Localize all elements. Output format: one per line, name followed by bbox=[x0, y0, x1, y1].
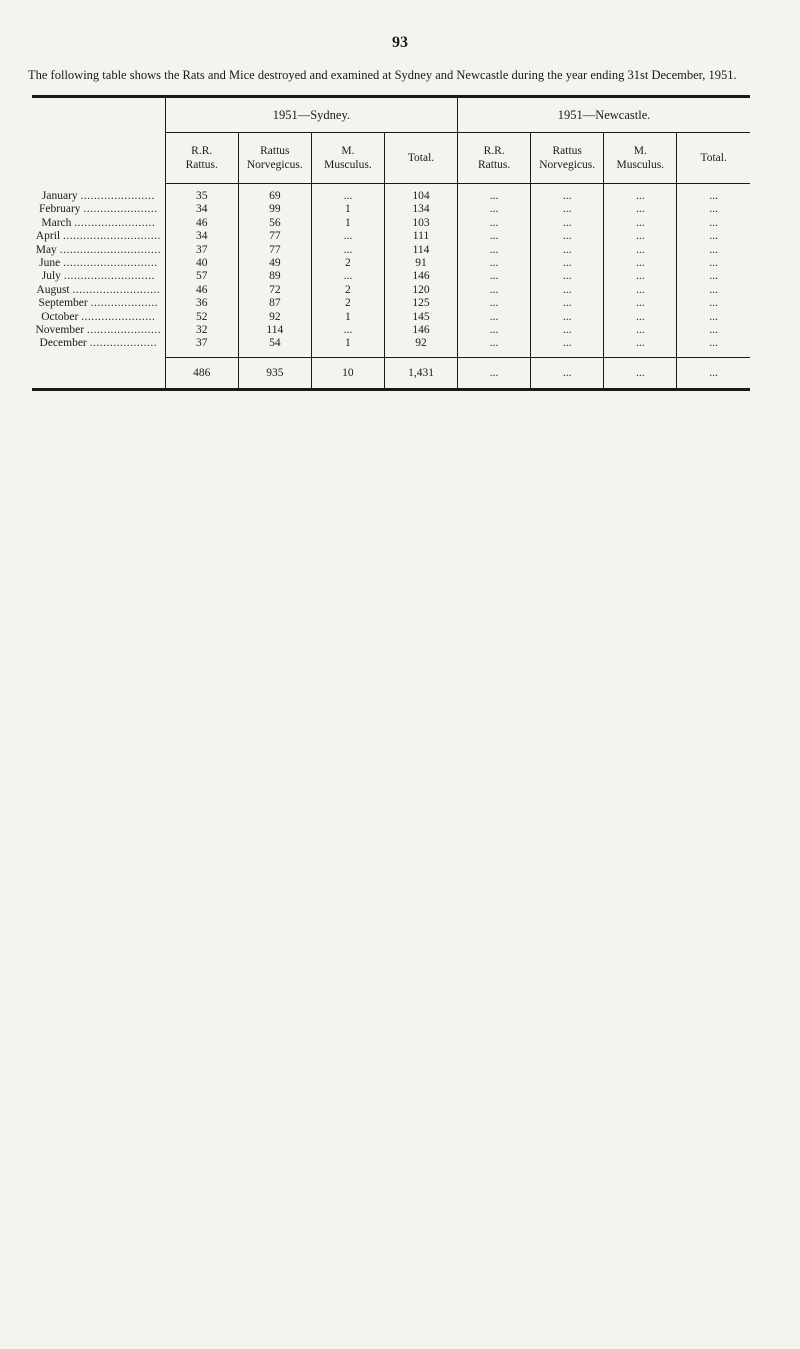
total-cell: ... bbox=[531, 357, 604, 388]
value-cell: 91 bbox=[384, 257, 457, 270]
month-label: December bbox=[39, 337, 87, 350]
month-label: February bbox=[39, 203, 81, 216]
table-row bbox=[32, 244, 750, 257]
value-cell: 37 bbox=[165, 244, 238, 257]
table-row bbox=[32, 324, 750, 337]
value-cell: ... bbox=[458, 337, 531, 350]
value-cell: ... bbox=[604, 203, 677, 216]
value-cell: ... bbox=[458, 311, 531, 324]
rat-mice-table-container bbox=[32, 95, 750, 391]
value-cell: 46 bbox=[165, 217, 238, 230]
value-cell: ... bbox=[311, 190, 384, 203]
month-leader-dots: ........................... bbox=[63, 270, 155, 283]
table-row bbox=[32, 337, 750, 350]
group-header-row bbox=[32, 98, 750, 133]
month-subheader-blank bbox=[32, 133, 165, 184]
value-cell: 87 bbox=[238, 297, 311, 310]
table-row bbox=[32, 190, 750, 203]
total-cell: ... bbox=[604, 357, 677, 388]
month-label: June bbox=[39, 257, 61, 270]
value-cell: 104 bbox=[384, 190, 457, 203]
value-cell: ... bbox=[458, 244, 531, 257]
column-header-line1: Total. bbox=[407, 152, 435, 164]
newcastle-column-header-1 bbox=[531, 133, 604, 184]
table-row bbox=[32, 270, 750, 283]
value-cell: ... bbox=[531, 337, 604, 350]
value-cell: ... bbox=[458, 284, 531, 297]
month-label: September bbox=[38, 297, 88, 310]
sydney-group-header: 1951—Sydney. bbox=[165, 98, 457, 133]
value-cell: 32 bbox=[165, 324, 238, 337]
sydney-column-header-3 bbox=[384, 133, 457, 184]
value-cell: ... bbox=[458, 257, 531, 270]
table-row bbox=[32, 230, 750, 243]
total-cell: 486 bbox=[165, 357, 238, 388]
column-header-line1: M. bbox=[633, 145, 647, 157]
month-cell bbox=[32, 284, 165, 297]
column-header-row bbox=[32, 133, 750, 184]
total-cell: 1,431 bbox=[384, 357, 457, 388]
month-header-blank bbox=[32, 98, 165, 133]
totals-label-blank bbox=[32, 357, 165, 388]
value-cell: 92 bbox=[384, 337, 457, 350]
month-leader-dots: .............................. bbox=[59, 243, 161, 256]
value-cell: 2 bbox=[311, 297, 384, 310]
value-cell: 103 bbox=[384, 217, 457, 230]
page-number: 93 bbox=[392, 34, 408, 51]
value-cell: ... bbox=[604, 217, 677, 230]
value-cell: ... bbox=[458, 217, 531, 230]
table-row bbox=[32, 203, 750, 216]
column-header-line1: R.R. bbox=[483, 145, 505, 157]
month-cell bbox=[32, 230, 165, 243]
value-cell: ... bbox=[604, 244, 677, 257]
month-leader-dots: ............................. bbox=[62, 230, 161, 243]
value-cell: 134 bbox=[384, 203, 457, 216]
value-cell: 34 bbox=[165, 230, 238, 243]
value-cell: ... bbox=[531, 230, 604, 243]
month-cell bbox=[32, 203, 165, 216]
value-cell: 54 bbox=[238, 337, 311, 350]
month-leader-dots: ...................... bbox=[86, 324, 162, 337]
totals-row bbox=[32, 357, 750, 388]
month-label: January bbox=[41, 190, 78, 202]
value-cell: ... bbox=[458, 270, 531, 283]
month-leader-dots: .................... bbox=[89, 337, 158, 350]
value-cell: ... bbox=[604, 190, 677, 203]
value-cell: ... bbox=[458, 230, 531, 243]
value-cell: ... bbox=[531, 311, 604, 324]
value-cell: ... bbox=[531, 190, 604, 203]
column-header-line2: Norvegicus. bbox=[246, 159, 303, 171]
value-cell: 77 bbox=[238, 244, 311, 257]
value-cell: 72 bbox=[238, 284, 311, 297]
value-cell: ... bbox=[677, 230, 750, 243]
value-cell: ... bbox=[604, 311, 677, 324]
value-cell: ... bbox=[604, 284, 677, 297]
value-cell: ... bbox=[604, 257, 677, 270]
month-leader-dots: ...................... bbox=[81, 310, 156, 323]
column-header-line2: Musculus. bbox=[616, 159, 665, 171]
value-cell: 1 bbox=[311, 217, 384, 230]
value-cell: 56 bbox=[238, 217, 311, 230]
column-header-line1: Rattus bbox=[552, 145, 582, 157]
total-cell: 935 bbox=[238, 357, 311, 388]
table-row bbox=[32, 284, 750, 297]
month-leader-dots: ............................ bbox=[63, 257, 158, 270]
month-cell bbox=[32, 297, 165, 310]
column-header-line1: Rattus bbox=[260, 145, 290, 157]
value-cell: ... bbox=[604, 297, 677, 310]
value-cell: ... bbox=[677, 203, 750, 216]
month-cell bbox=[32, 337, 165, 350]
table-row bbox=[32, 257, 750, 270]
value-cell: 49 bbox=[238, 257, 311, 270]
value-cell: ... bbox=[604, 270, 677, 283]
value-cell: 1 bbox=[311, 337, 384, 350]
sydney-column-header-2 bbox=[311, 133, 384, 184]
value-cell: ... bbox=[311, 230, 384, 243]
month-label: March bbox=[41, 216, 72, 229]
value-cell: 114 bbox=[384, 244, 457, 257]
month-label: July bbox=[41, 270, 61, 283]
value-cell: ... bbox=[531, 217, 604, 230]
value-cell: ... bbox=[531, 297, 604, 310]
value-cell: 46 bbox=[165, 284, 238, 297]
value-cell: 52 bbox=[165, 311, 238, 324]
month-label: August bbox=[36, 283, 70, 296]
value-cell: ... bbox=[677, 244, 750, 257]
value-cell: 35 bbox=[165, 190, 238, 203]
column-header-line2: Rattus. bbox=[185, 159, 218, 171]
value-cell: ... bbox=[677, 217, 750, 230]
value-cell: 146 bbox=[384, 324, 457, 337]
value-cell: ... bbox=[531, 284, 604, 297]
value-cell: 89 bbox=[238, 270, 311, 283]
value-cell: 92 bbox=[238, 311, 311, 324]
month-leader-dots: .......................... bbox=[72, 283, 161, 296]
table-body bbox=[32, 184, 750, 388]
value-cell: 2 bbox=[311, 284, 384, 297]
column-header-line2: Musculus. bbox=[324, 159, 372, 171]
table-caption: The following table shows the Rats and Mice destroyed and examined at Sydney and Newcastle during the year ending 31st December, 1951. bbox=[28, 68, 737, 82]
month-cell bbox=[32, 190, 165, 203]
value-cell: ... bbox=[531, 270, 604, 283]
sydney-column-header-0 bbox=[165, 133, 238, 184]
month-cell bbox=[32, 311, 165, 324]
value-cell: ... bbox=[458, 297, 531, 310]
value-cell: 37 bbox=[165, 337, 238, 350]
column-header-line1: Total. bbox=[700, 152, 727, 164]
value-cell: 57 bbox=[165, 270, 238, 283]
value-cell: 125 bbox=[384, 297, 457, 310]
column-header-line2: Rattus. bbox=[477, 159, 511, 171]
value-cell: 69 bbox=[238, 190, 311, 203]
month-leader-dots: ...................... bbox=[80, 190, 155, 202]
month-label: May bbox=[35, 243, 57, 256]
month-cell bbox=[32, 244, 165, 257]
value-cell: ... bbox=[531, 244, 604, 257]
value-cell: 36 bbox=[165, 297, 238, 310]
value-cell: ... bbox=[677, 284, 750, 297]
month-cell bbox=[32, 217, 165, 230]
newcastle-group-header: 1951—Newcastle. bbox=[458, 98, 750, 133]
month-leader-dots: ........................ bbox=[74, 216, 156, 229]
value-cell: ... bbox=[458, 190, 531, 203]
value-cell: 120 bbox=[384, 284, 457, 297]
sydney-column-header-1 bbox=[238, 133, 311, 184]
value-cell: ... bbox=[311, 324, 384, 337]
value-cell: ... bbox=[311, 244, 384, 257]
newcastle-column-header-3 bbox=[677, 133, 750, 184]
value-cell: 40 bbox=[165, 257, 238, 270]
value-cell: 111 bbox=[384, 230, 457, 243]
column-header-line1: M. bbox=[341, 145, 355, 157]
value-cell: ... bbox=[311, 270, 384, 283]
value-cell: ... bbox=[604, 324, 677, 337]
value-cell: ... bbox=[458, 203, 531, 216]
value-cell: ... bbox=[531, 203, 604, 216]
value-cell: ... bbox=[677, 297, 750, 310]
newcastle-column-header-0 bbox=[458, 133, 531, 184]
value-cell: ... bbox=[677, 190, 750, 203]
month-leader-dots: .................... bbox=[90, 297, 159, 310]
total-cell: ... bbox=[677, 357, 750, 388]
value-cell: 34 bbox=[165, 203, 238, 216]
total-cell: ... bbox=[458, 357, 531, 388]
value-cell: ... bbox=[531, 257, 604, 270]
table-row bbox=[32, 311, 750, 324]
value-cell: 2 bbox=[311, 257, 384, 270]
value-cell: 1 bbox=[311, 311, 384, 324]
value-cell: ... bbox=[677, 324, 750, 337]
table-row bbox=[32, 217, 750, 230]
value-cell: ... bbox=[604, 337, 677, 350]
table-row bbox=[32, 297, 750, 310]
value-cell: ... bbox=[677, 337, 750, 350]
value-cell: 114 bbox=[238, 324, 311, 337]
month-cell bbox=[32, 270, 165, 283]
month-cell bbox=[32, 257, 165, 270]
rat-mice-table bbox=[32, 98, 750, 388]
table-bottom-rule bbox=[32, 388, 750, 391]
value-cell: ... bbox=[677, 311, 750, 324]
value-cell: 99 bbox=[238, 203, 311, 216]
month-cell bbox=[32, 324, 165, 337]
value-cell: ... bbox=[458, 324, 531, 337]
value-cell: ... bbox=[604, 230, 677, 243]
month-leader-dots: ...................... bbox=[83, 203, 158, 216]
column-header-line2: Norvegicus. bbox=[539, 159, 596, 171]
value-cell: 77 bbox=[238, 230, 311, 243]
value-cell: 145 bbox=[384, 311, 457, 324]
value-cell: 1 bbox=[311, 203, 384, 216]
month-label: April bbox=[35, 230, 61, 243]
value-cell: ... bbox=[677, 257, 750, 270]
month-label: October bbox=[41, 310, 79, 323]
month-label: November bbox=[35, 324, 85, 337]
newcastle-column-header-2 bbox=[604, 133, 677, 184]
column-header-line1: R.R. bbox=[191, 145, 213, 157]
total-cell: 10 bbox=[311, 357, 384, 388]
value-cell: ... bbox=[531, 324, 604, 337]
value-cell: 146 bbox=[384, 270, 457, 283]
value-cell: ... bbox=[677, 270, 750, 283]
